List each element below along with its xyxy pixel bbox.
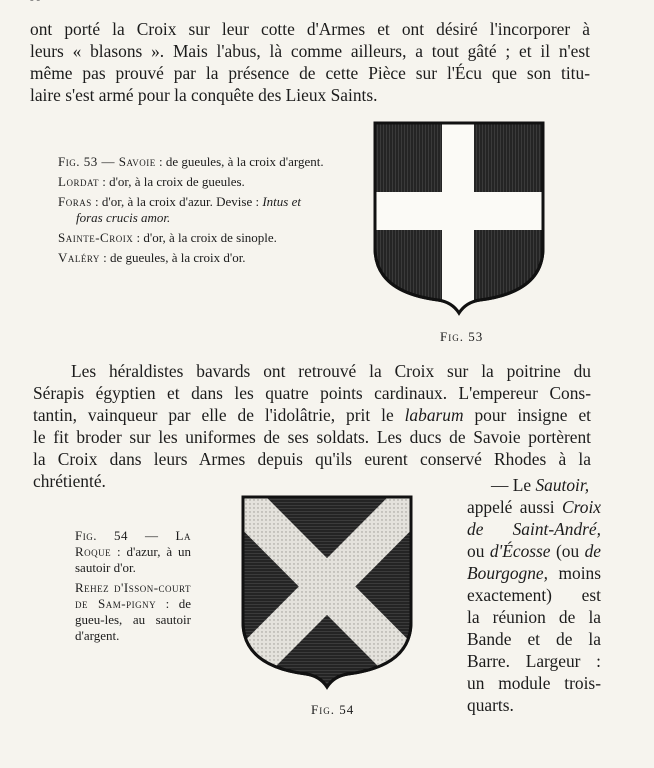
sautoir-text: Croix	[562, 497, 601, 517]
fig53-caption	[58, 154, 324, 270]
blazon-text: : de gueu-les, au sautoir d'argent.	[75, 596, 191, 643]
sautoir-text: de	[584, 541, 601, 561]
blazon-text: : d'azur, à un sautoir d'or.	[75, 544, 191, 575]
sautoir-line	[467, 474, 601, 496]
page-mark: - -	[30, 0, 41, 6]
fig53-label: Fig. 53	[440, 329, 484, 344]
fig54-caption	[75, 528, 191, 648]
sautoir-line: de Saint-André,	[467, 519, 601, 539]
sautoir-line: quarts.	[467, 695, 514, 715]
intro-line: ont porté la Croix sur leur cotte d'Armes et ont désiré l'incorporer à	[30, 19, 590, 39]
sautoir-line: exactement) est	[467, 585, 601, 605]
sautoir-line: la réunion de la	[467, 607, 601, 627]
blazon-name: Valéry	[58, 250, 100, 265]
fig53-entry-foras	[58, 194, 324, 226]
blazon-name: Fig. 53 — Savoie	[58, 154, 156, 169]
sautoir-text: moins	[547, 563, 601, 583]
blazon-name: Lordat	[58, 174, 99, 189]
sautoir-paragraph	[467, 474, 601, 716]
sautoir-text: ou	[467, 541, 490, 561]
intro-line: laire s'est armé pour la conquête des Lieux Saints.	[30, 85, 378, 105]
cross-horizontal-bar	[372, 192, 546, 230]
blazon-name: Foras	[58, 194, 92, 209]
middle-line: chrétienté.	[33, 471, 106, 491]
middle-line: la Croix dans leurs Armes depuis qu'ils eurent conservé Rhodes à la	[33, 449, 591, 469]
blazon-motto: Intus et foras crucis amor.	[76, 194, 301, 225]
sautoir-line: Barre. Largeur :	[467, 651, 601, 671]
fig53-entry-savoie	[58, 154, 324, 170]
sautoir-line: un module trois-	[467, 673, 601, 693]
blazon-text: : de gueules, à la croix d'argent.	[155, 154, 324, 169]
middle-text: pour insigne et	[463, 405, 591, 425]
intro-line: même pas prouvé par la présence de cette Pièce sur l'Écu que son titu-	[30, 63, 590, 83]
intro-paragraph	[30, 18, 590, 106]
sautoir-line	[467, 562, 601, 584]
sautoir-line	[467, 540, 601, 562]
sautoir-text: d'Écosse	[489, 541, 551, 561]
blazon-text: : d'or, à la croix d'azur. Devise :	[91, 194, 263, 209]
fig53-entry-sainte-croix	[58, 230, 324, 246]
sautoir-text: (ou	[550, 541, 585, 561]
fig54-entry-la-roque	[75, 528, 191, 576]
sautoir-line: Bande et de la	[467, 629, 601, 649]
middle-line	[33, 404, 591, 426]
sautoir-text: Bourgogne,	[467, 563, 548, 583]
labarum-term: labarum	[404, 405, 464, 425]
middle-line: Sérapis égyptien et dans les quatre points cardinaux. L'empereur Cons-	[33, 383, 591, 403]
fig53-entry-valery	[58, 250, 324, 266]
blazon-name: Sainte-Croix	[58, 230, 134, 245]
middle-line: le fit broder sur les uniformes de ses soldats. Les ducs de Savoie portèrent	[33, 427, 591, 447]
blazon-name: Fig. 54 — La Roque	[75, 528, 191, 559]
fig54-label: Fig. 54	[311, 702, 355, 717]
blazon-name: Rehez d'Isson-court de Sam-pigny	[75, 580, 191, 611]
intro-line: leurs « blasons ». Mais l'abus, là comme ailleurs, a tout gâté ; et il n'est	[30, 41, 590, 61]
sautoir-text: — Le	[491, 475, 536, 495]
fig53-entry-lordat	[58, 174, 324, 190]
blazon-text: : de gueules, à la croix d'or.	[99, 250, 246, 265]
blazon-text: : d'or, à la croix de gueules.	[98, 174, 245, 189]
middle-line: Les héraldistes bavards ont retrouvé la Croix sur la poitrine du	[71, 361, 591, 381]
fig54-saltire-shield	[240, 494, 414, 690]
fig54-entry-rehez	[75, 580, 191, 644]
sautoir-line	[467, 496, 601, 518]
sautoir-term: Sautoir,	[535, 475, 590, 495]
sautoir-text: appelé aussi	[467, 497, 563, 517]
middle-text: tantin, vainqueur par elle de l'idolâtrie, prit le	[33, 405, 405, 425]
blazon-text: : d'or, à la croix de sinople.	[133, 230, 277, 245]
middle-paragraph	[33, 360, 591, 492]
fig53-cross-shield	[372, 120, 546, 316]
